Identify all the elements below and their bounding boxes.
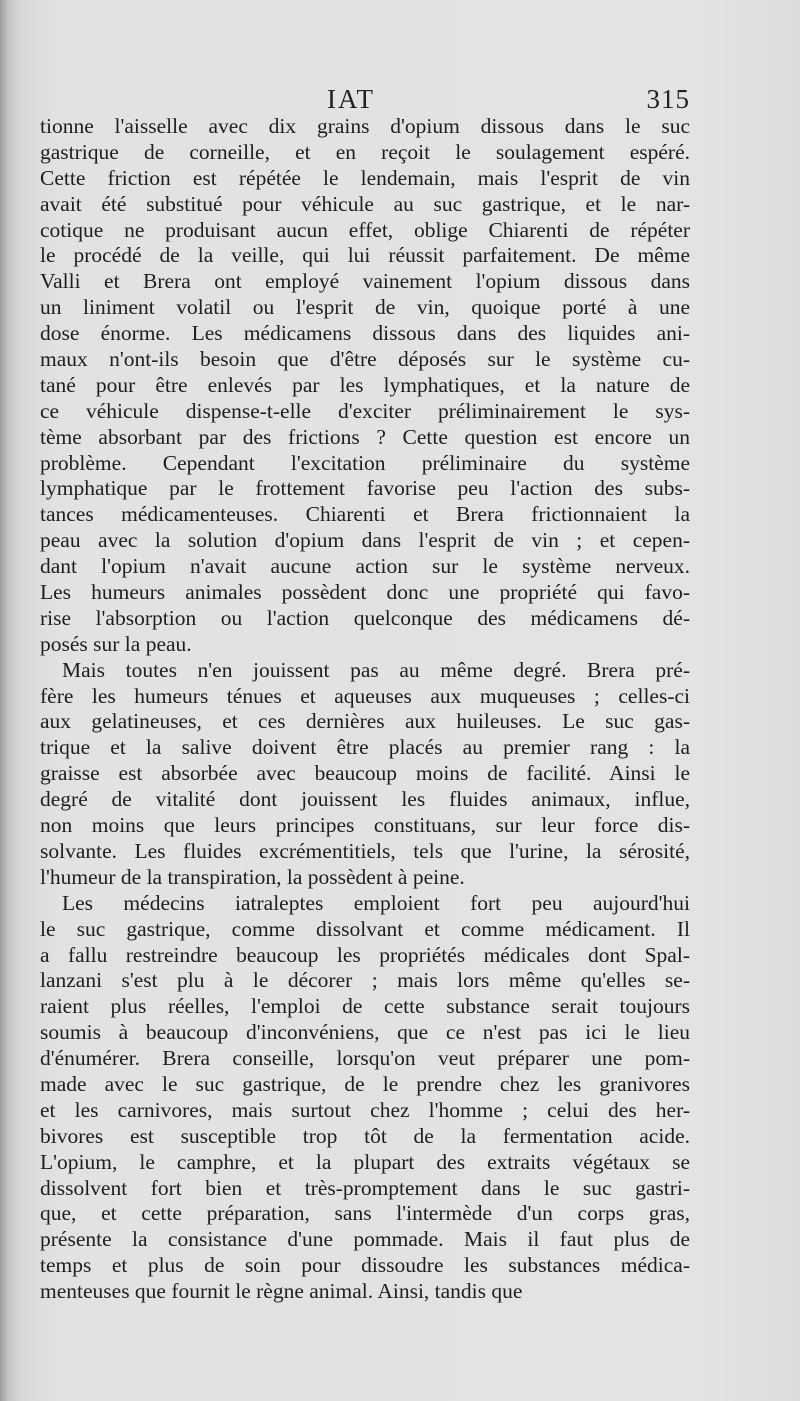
text-line: tème absorbant par des frictions ? Cette question est encore un bbox=[40, 424, 690, 449]
text-line: avait été substitué pour véhicule au suc gastrique, et le nar- bbox=[40, 191, 690, 216]
text-line: d'énumérer. Brera conseille, lorsqu'on veut préparer une pom- bbox=[40, 1046, 690, 1071]
text-line: ce véhicule dispense-t-elle d'exciter préliminairement le sys- bbox=[40, 398, 690, 423]
text-line: un liniment volatil ou l'esprit de vin, quoique porté à une bbox=[40, 295, 690, 320]
text-line: graisse est absorbée avec beaucoup moins de facilité. Ainsi le bbox=[40, 761, 690, 786]
text-line: raient plus réelles, l'emploi de cette substance serait toujours bbox=[40, 994, 690, 1019]
text-line: que, et cette préparation, sans l'intermède d'un corps gras, bbox=[40, 1201, 690, 1226]
text-line: Cette friction est répétée le lendemain, mais l'esprit de vin bbox=[40, 165, 690, 190]
text-line: dissolvent fort bien et très-promptement dans le suc gastri- bbox=[40, 1175, 690, 1200]
text-line: Les humeurs animales possèdent donc une propriété qui favo- bbox=[40, 580, 690, 605]
text-line: tionne l'aisselle avec dix grains d'opium dissous dans le suc bbox=[40, 114, 690, 138]
text-line: le procédé de la veille, qui lui réussit parfaitement. De même bbox=[40, 243, 690, 268]
text-line: le suc gastrique, comme dissolvant et comme médicament. Il bbox=[40, 916, 690, 941]
text-line: dose énorme. Les médicamens dissous dans des liquides ani- bbox=[40, 321, 690, 346]
body-text bbox=[40, 114, 690, 1305]
text-line: Mais toutes n'en jouissent pas au même degré. Brera pré- bbox=[62, 657, 690, 682]
text-line: fère les humeurs ténues et aqueuses aux muqueuses ; celles-ci bbox=[40, 683, 690, 708]
text-line: rise l'absorption ou l'action quelconque des médicamens dé- bbox=[40, 605, 690, 630]
text-line: degré de vitalité dont jouissent les fluides animaux, influe, bbox=[40, 787, 690, 812]
text-line: solvante. Les fluides excrémentitiels, tels que l'urine, la sérosité, bbox=[40, 838, 690, 863]
text-line: tané pour être enlevés par les lymphatiques, et la nature de bbox=[40, 372, 690, 397]
text-line: lymphatique par le frottement favorise peu l'action des subs- bbox=[40, 476, 690, 501]
text-line: tances médicamenteuses. Chiarenti et Brera frictionnaient la bbox=[40, 502, 690, 527]
text-line: cotique ne produisant aucun effet, oblige Chiarenti de répéter bbox=[40, 217, 690, 242]
text-line: et les carnivores, mais surtout chez l'homme ; celui des her- bbox=[40, 1097, 690, 1122]
text-line: présente la consistance d'une pommade. Mais il faut plus de bbox=[40, 1227, 690, 1252]
text-line: a fallu restreindre beaucoup les propriétés médicales dont Spal- bbox=[40, 942, 690, 967]
text-line: non moins que leurs principes constituans, sur leur force dis- bbox=[40, 813, 690, 838]
text-line: L'opium, le camphre, et la plupart des extraits végétaux se bbox=[40, 1149, 690, 1174]
text-line: maux n'ont-ils besoin que d'être déposés sur le système cu- bbox=[40, 347, 690, 372]
text-line: lanzani s'est plu à le décorer ; mais lors même qu'elles se- bbox=[40, 968, 690, 993]
text-line: bivores est susceptible trop tôt de la fermentation acide. bbox=[40, 1123, 690, 1148]
text-line: peau avec la solution d'opium dans l'esprit de vin ; et cepen- bbox=[40, 528, 690, 553]
text-line: trique et la salive doivent être placés au premier rang : la bbox=[40, 735, 690, 760]
text-line: menteuses que fournit le règne animal. Ainsi, tandis que bbox=[40, 1279, 523, 1304]
text-line: Les médecins iatraleptes emploient fort peu aujourd'hui bbox=[62, 890, 690, 915]
text-line: made avec le suc gastrique, de le prendre chez les granivores bbox=[40, 1071, 690, 1096]
text-line: posés sur la peau. bbox=[40, 631, 192, 656]
running-head: IAT bbox=[327, 84, 375, 114]
text-line: problème. Cependant l'excitation préliminaire du système bbox=[40, 450, 690, 475]
text-line: gastrique de corneille, et en reçoit le soulagement espéré. bbox=[40, 139, 690, 164]
text-line: soumis à beaucoup d'inconvéniens, que ce n'est pas ici le lieu bbox=[40, 1020, 690, 1045]
text-line: temps et plus de soin pour dissoudre les substances médica- bbox=[40, 1253, 690, 1278]
text-line: dant l'opium n'avait aucune action sur le système nerveux. bbox=[40, 554, 690, 579]
text-line: l'humeur de la transpiration, la possèdent à peine. bbox=[40, 864, 465, 889]
text-line: aux gelatineuses, et ces dernières aux huileuses. Le suc gas- bbox=[40, 709, 690, 734]
text-line: Valli et Brera ont employé vainement l'opium dissous dans bbox=[40, 269, 690, 294]
page-number: 315 bbox=[646, 84, 690, 114]
